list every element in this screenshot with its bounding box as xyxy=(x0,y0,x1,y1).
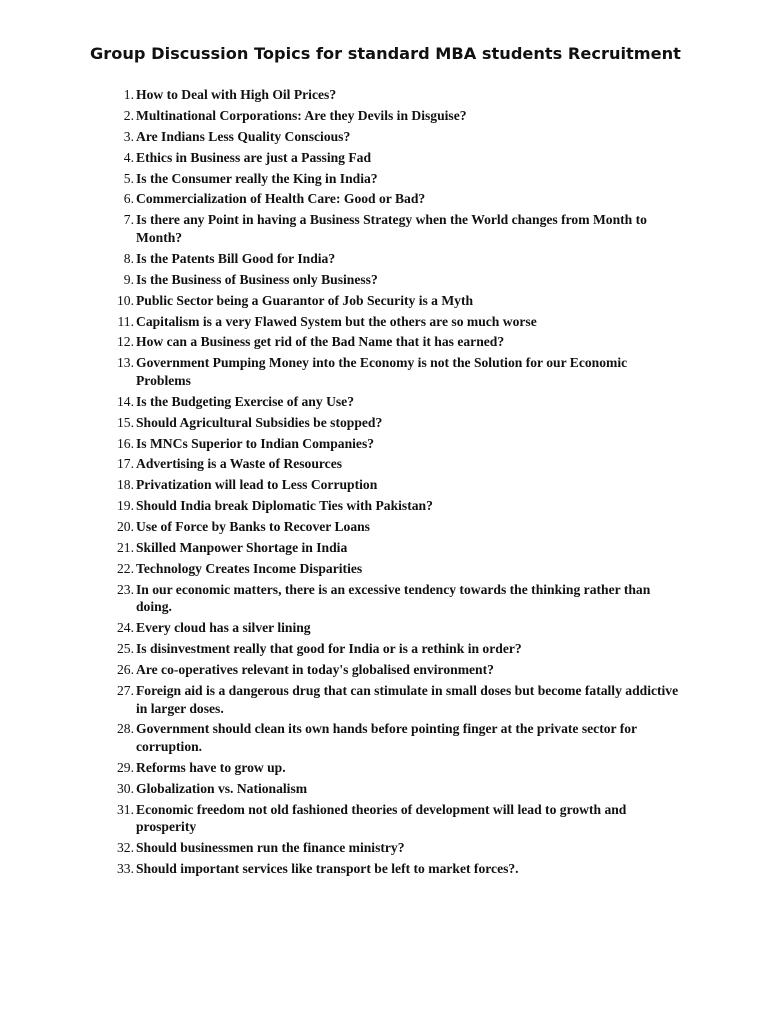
list-item-text: Is the Patents Bill Good for India? xyxy=(136,250,336,266)
list-item xyxy=(0,780,768,798)
list-item xyxy=(0,560,768,578)
list-item xyxy=(0,292,768,310)
list-item-text: Technology Creates Income Disparities xyxy=(136,560,363,576)
page-title: Group Discussion Topics for standard MBA students Recruitment xyxy=(90,44,681,63)
list-item-text: How can a Business get rid of the Bad Name that it has earned? xyxy=(136,334,505,350)
list-item-text: Is disinvestment really that good for India or is a rethink in order? xyxy=(136,641,522,657)
list-item xyxy=(0,518,768,536)
list-item-text: Privatization will lead to Less Corruption xyxy=(136,477,378,493)
list-item-text: Capitalism is a very Flawed System but the others are so much worse xyxy=(136,313,537,329)
list-item-number: 21. xyxy=(117,540,134,555)
list-item-text: Skilled Manpower Shortage in India xyxy=(136,540,348,555)
list-item xyxy=(0,759,768,777)
list-item-number: 9. xyxy=(123,271,134,287)
list-item-number: 22. xyxy=(117,560,134,576)
list-item xyxy=(0,170,768,188)
list-item xyxy=(0,86,768,104)
list-item-text: Foreign aid is a dangerous drug that can stimulate in small doses but become fatally addictive in larger doses. xyxy=(136,682,679,716)
list-item-text: Is the Budgeting Exercise of any Use? xyxy=(136,393,355,409)
list-item-text: Is the Business of Business only Business? xyxy=(136,271,378,287)
list-item-number: 33. xyxy=(117,861,134,877)
list-item-text: How to Deal with High Oil Prices? xyxy=(136,87,337,102)
list-item-text: Should India break Diplomatic Ties with Pakistan? xyxy=(136,498,433,514)
list-item-number: 7. xyxy=(123,212,134,228)
list-item-number: 13. xyxy=(117,355,134,371)
list-item xyxy=(0,190,768,208)
list-item-number: 16. xyxy=(117,435,134,451)
list-item xyxy=(0,640,768,658)
list-item-number: 6. xyxy=(123,191,134,207)
list-item-text: Economic freedom not old fashioned theories of development will lead to growth and prosperity xyxy=(136,801,627,835)
list-item xyxy=(0,661,768,679)
list-item-number: 18. xyxy=(117,477,134,493)
list-item xyxy=(0,128,768,146)
list-item-text: Use of Force by Banks to Recover Loans xyxy=(136,519,370,535)
list-item-text: Are co-operatives relevant in today's globalised environment? xyxy=(136,662,494,678)
list-item xyxy=(0,581,768,616)
list-item-text: Should important services like transport be left to market forces?. xyxy=(136,861,519,877)
list-item-text: Public Sector being a Guarantor of Job Security is a Myth xyxy=(136,292,474,308)
list-item xyxy=(0,497,768,515)
list-item-text: Reforms have to grow up. xyxy=(136,759,286,775)
list-item-text: Should Agricultural Subsidies be stopped? xyxy=(136,414,383,430)
list-item xyxy=(0,271,768,289)
list-item-number: 1. xyxy=(123,87,134,102)
list-item-text: Is there any Point in having a Business Strategy when the World changes from Month to Month? xyxy=(136,212,647,245)
list-item-text: Are Indians Less Quality Conscious? xyxy=(136,128,351,144)
list-item xyxy=(0,720,768,755)
list-item-text: Globalization vs. Nationalism xyxy=(136,780,308,796)
list-item xyxy=(0,414,768,432)
list-item-text: Every cloud has a silver lining xyxy=(136,620,311,636)
list-item-number: 14. xyxy=(117,393,134,409)
list-item xyxy=(0,682,768,717)
list-item-text: Government Pumping Money into the Economy is not the Solution for our Economic Problems xyxy=(136,355,628,388)
list-item-number: 25. xyxy=(117,641,134,657)
list-item-number: 26. xyxy=(117,662,134,678)
list-item xyxy=(0,476,768,494)
list-item-text: Advertising is a Waste of Resources xyxy=(136,456,343,472)
list-item xyxy=(0,393,768,411)
list-item xyxy=(0,149,768,167)
list-item-text: Government should clean its own hands before pointing finger at the private sector for corruption. xyxy=(136,721,637,755)
list-item xyxy=(0,839,768,857)
list-item xyxy=(0,107,768,125)
list-item-number: 15. xyxy=(117,414,134,430)
list-item-number: 31. xyxy=(117,801,134,817)
list-item-number: 28. xyxy=(117,721,134,737)
list-item-number: 11. xyxy=(117,313,134,329)
list-item-number: 3. xyxy=(123,128,134,144)
list-item-text: Should businessmen run the finance ministry? xyxy=(136,840,405,856)
list-item xyxy=(0,539,768,557)
list-item-number: 2. xyxy=(123,107,134,123)
list-item-text: Is MNCs Superior to Indian Companies? xyxy=(136,435,375,451)
list-item xyxy=(0,333,768,351)
list-item-number: 17. xyxy=(117,456,134,472)
list-item xyxy=(0,619,768,637)
list-item-text: Ethics in Business are just a Passing Fad xyxy=(136,149,372,165)
list-item-number: 8. xyxy=(123,250,134,266)
list-item xyxy=(0,313,768,331)
list-item-number: 5. xyxy=(123,170,134,186)
list-item-number: 29. xyxy=(117,759,134,775)
list-item xyxy=(0,801,768,836)
list-item xyxy=(0,455,768,473)
list-item-number: 30. xyxy=(117,780,134,796)
list-item-text: Is the Consumer really the King in India? xyxy=(136,170,378,186)
list-item xyxy=(0,211,768,246)
list-item-number: 10. xyxy=(117,292,134,308)
list-item-number: 19. xyxy=(117,498,134,514)
list-item-text: In our economic matters, there is an excessive tendency towards the thinking rather than doing. xyxy=(136,581,651,615)
list-item-number: 23. xyxy=(117,581,134,597)
topic-list xyxy=(0,86,768,881)
list-item-number: 12. xyxy=(117,334,134,350)
list-item-text: Commercialization of Health Care: Good or Bad? xyxy=(136,191,426,207)
list-item-number: 4. xyxy=(123,149,134,165)
list-item-number: 32. xyxy=(117,840,134,856)
list-item-text: Multinational Corporations: Are they Devils in Disguise? xyxy=(136,107,467,123)
list-item xyxy=(0,435,768,453)
list-item xyxy=(0,250,768,268)
list-item xyxy=(0,354,768,389)
list-item-number: 27. xyxy=(117,682,134,698)
list-item xyxy=(0,860,768,878)
list-item-number: 20. xyxy=(117,519,134,535)
list-item-number: 24. xyxy=(117,620,134,636)
